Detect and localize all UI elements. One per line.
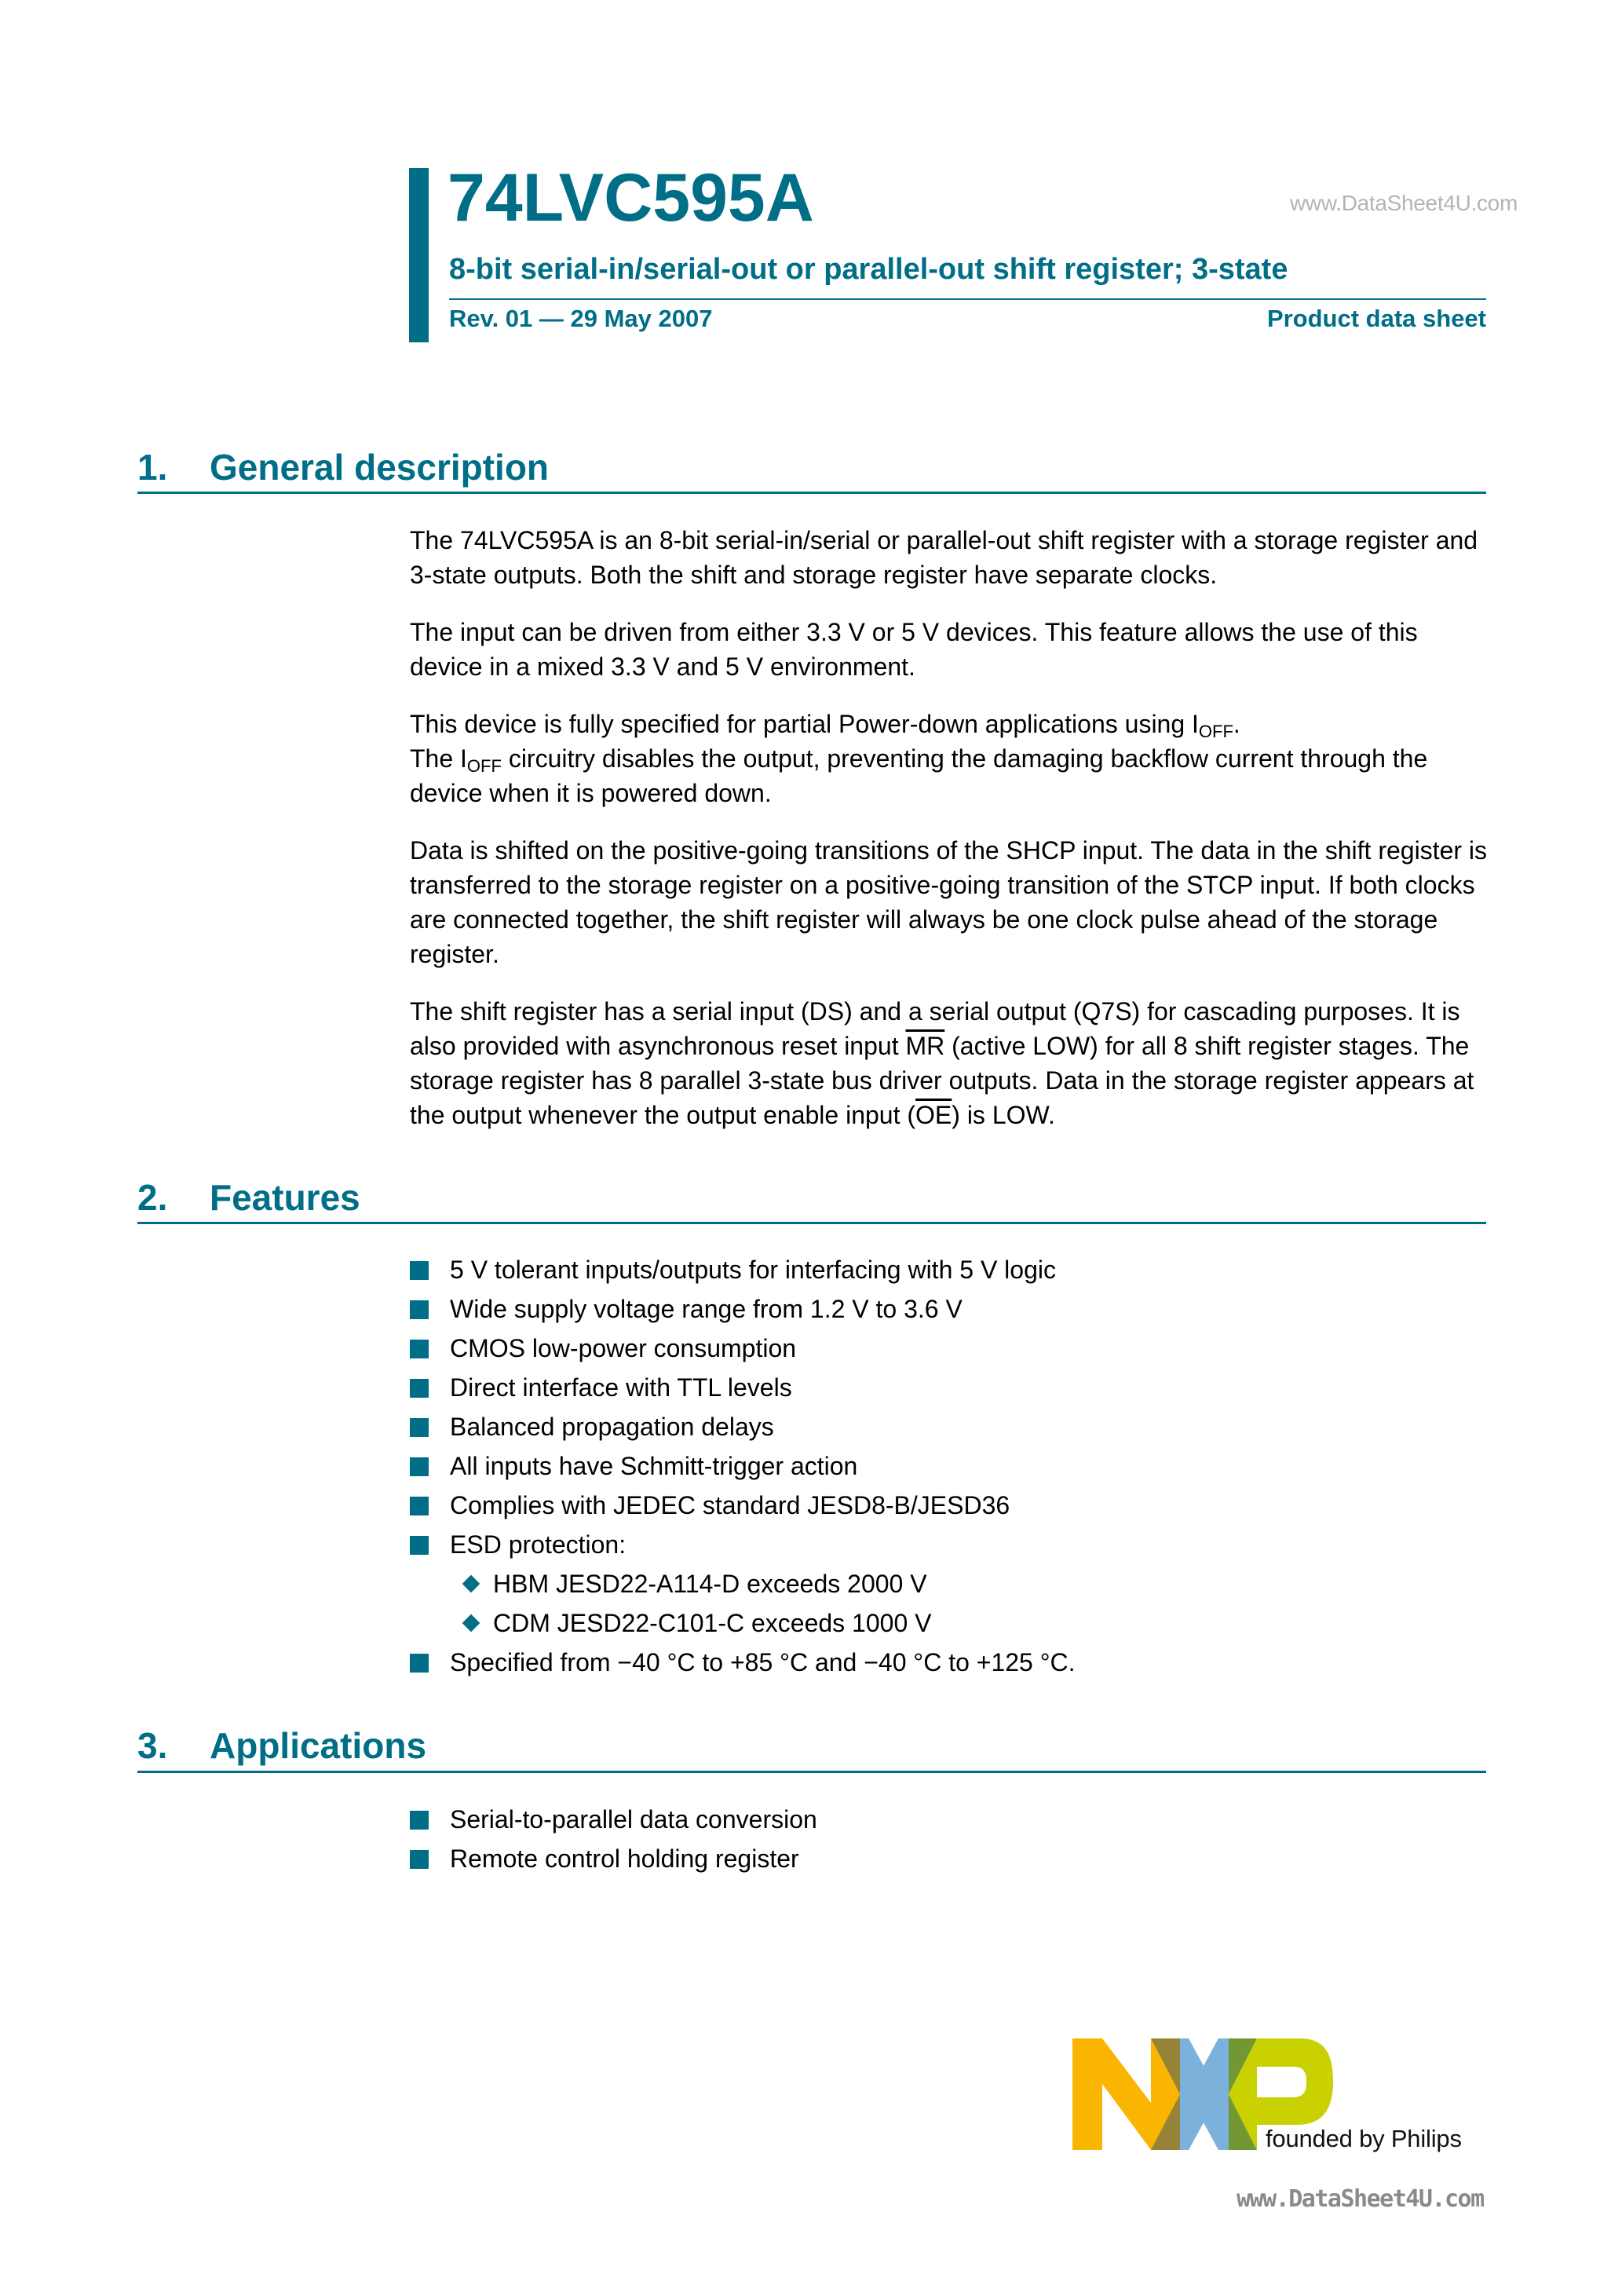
section-divider [137, 492, 1486, 494]
list-item: Wide supply voltage range from 1.2 V to 3.6 V [410, 1289, 1493, 1329]
revision-info: Rev. 01 — 29 May 2007 [449, 305, 713, 332]
square-bullet-icon [410, 1850, 429, 1869]
paragraph: The 74LVC595A is an 8-bit serial-in/serial or parallel-out shift register with a storage register and 3-state outputs. Both the shift and storage register have separate clocks. [410, 526, 1478, 589]
list-item: Complies with JEDEC standard JESD8-B/JESD36 [410, 1486, 1493, 1525]
square-bullet-icon [410, 1418, 429, 1437]
features-list [410, 1250, 1493, 1682]
section-title: General description [210, 447, 550, 488]
list-item: Serial-to-parallel data conversion [410, 1800, 1493, 1839]
signal-mr-overbar: $\overline{MR}$ [905, 1032, 945, 1060]
general-description-body [410, 523, 1493, 1155]
header-accent-bar [409, 168, 429, 342]
list-item: Direct interface with TTL levels [410, 1368, 1493, 1407]
section-divider [137, 1222, 1486, 1224]
section-number: 1. [137, 447, 168, 488]
subscript: OFF [466, 756, 502, 776]
sub-list-item: HBM JESD22-A114-D exceeds 2000 V [410, 1564, 1493, 1603]
diamond-bullet-icon [462, 1614, 480, 1632]
square-bullet-icon [410, 1654, 429, 1673]
section-divider [137, 1771, 1486, 1773]
list-item: 5 V tolerant inputs/outputs for interfacing with 5 V logic [410, 1250, 1493, 1289]
logo-tagline: founded by Philips [1266, 2125, 1462, 2152]
square-bullet-icon [410, 1811, 429, 1830]
square-bullet-icon [410, 1340, 429, 1358]
paragraph: This device is fully specified for partial Power-down applications using $I_{OFF}$. The $I_{OFF}$ circuitry disables the output, preventing the damaging backflow current through the device when it is powered down. [410, 710, 1428, 807]
square-bullet-icon [410, 1536, 429, 1555]
document-type: Product data sheet [1266, 305, 1486, 332]
square-bullet-icon [410, 1497, 429, 1515]
sub-list-item: CDM JESD22-C101-C exceeds 1000 V [410, 1603, 1493, 1643]
section-title: Applications [210, 1725, 427, 1766]
diamond-bullet-icon [462, 1575, 480, 1593]
list-item: Specified from −40 °C to +85 °C and −40 °C to +125 °C. [410, 1643, 1493, 1682]
applications-list [410, 1800, 1493, 1878]
square-bullet-icon [410, 1261, 429, 1280]
section-heading-general-description [137, 446, 1486, 488]
watermark-bottom: www.DataSheet4U.com [1237, 2185, 1484, 2213]
square-bullet-icon [410, 1457, 429, 1476]
list-item: All inputs have Schmitt-trigger action [410, 1446, 1493, 1486]
subscript: OFF [1198, 722, 1233, 741]
square-bullet-icon [410, 1379, 429, 1398]
document-subtitle: 8-bit serial-in/serial-out or parallel-out shift register; 3-state [449, 253, 1288, 286]
list-item: ESD protection: [410, 1525, 1493, 1564]
paragraph: The input can be driven from either 3.3 V or 5 V devices. This feature allows the use of this device in a mixed 3.3 V and 5 V environment. [410, 618, 1418, 681]
section-title: Features [210, 1177, 360, 1218]
section-number: 3. [137, 1725, 168, 1766]
list-item: CMOS low-power consumption [410, 1329, 1493, 1368]
paragraph: The shift register has a serial input (DS) and a serial output (Q7S) for cascading purposes. It is also provided with asynchronous reset input $\overline{MR}$ (active LOW) for all 8 shift register stages. The storage register has 8 parallel 3-state bus driver outputs. Data in the storage register appears at the output whenever the output enable input $(\overline{OE})$ is LOW. [410, 997, 1474, 1129]
section-number: 2. [137, 1177, 168, 1218]
list-item: Balanced propagation delays [410, 1407, 1493, 1446]
section-heading-features [137, 1176, 1486, 1219]
signal-oe-overbar: $\overline{OE}$ [915, 1101, 952, 1129]
watermark-top: www.DataSheet4U.com [1290, 191, 1518, 215]
document-title: 74LVC595A [448, 160, 814, 236]
square-bullet-icon [410, 1300, 429, 1319]
header-divider [449, 298, 1486, 300]
section-heading-applications [137, 1724, 1486, 1767]
list-item: Remote control holding register [410, 1839, 1493, 1878]
paragraph: Data is shifted on the positive-going transitions of the SHCP input. The data in the shift register is transferred to the storage register on a positive-going transition of the STCP input. If both clocks are connected together, the shift register will always be one clock pulse ahead of the storage register. [410, 836, 1488, 968]
